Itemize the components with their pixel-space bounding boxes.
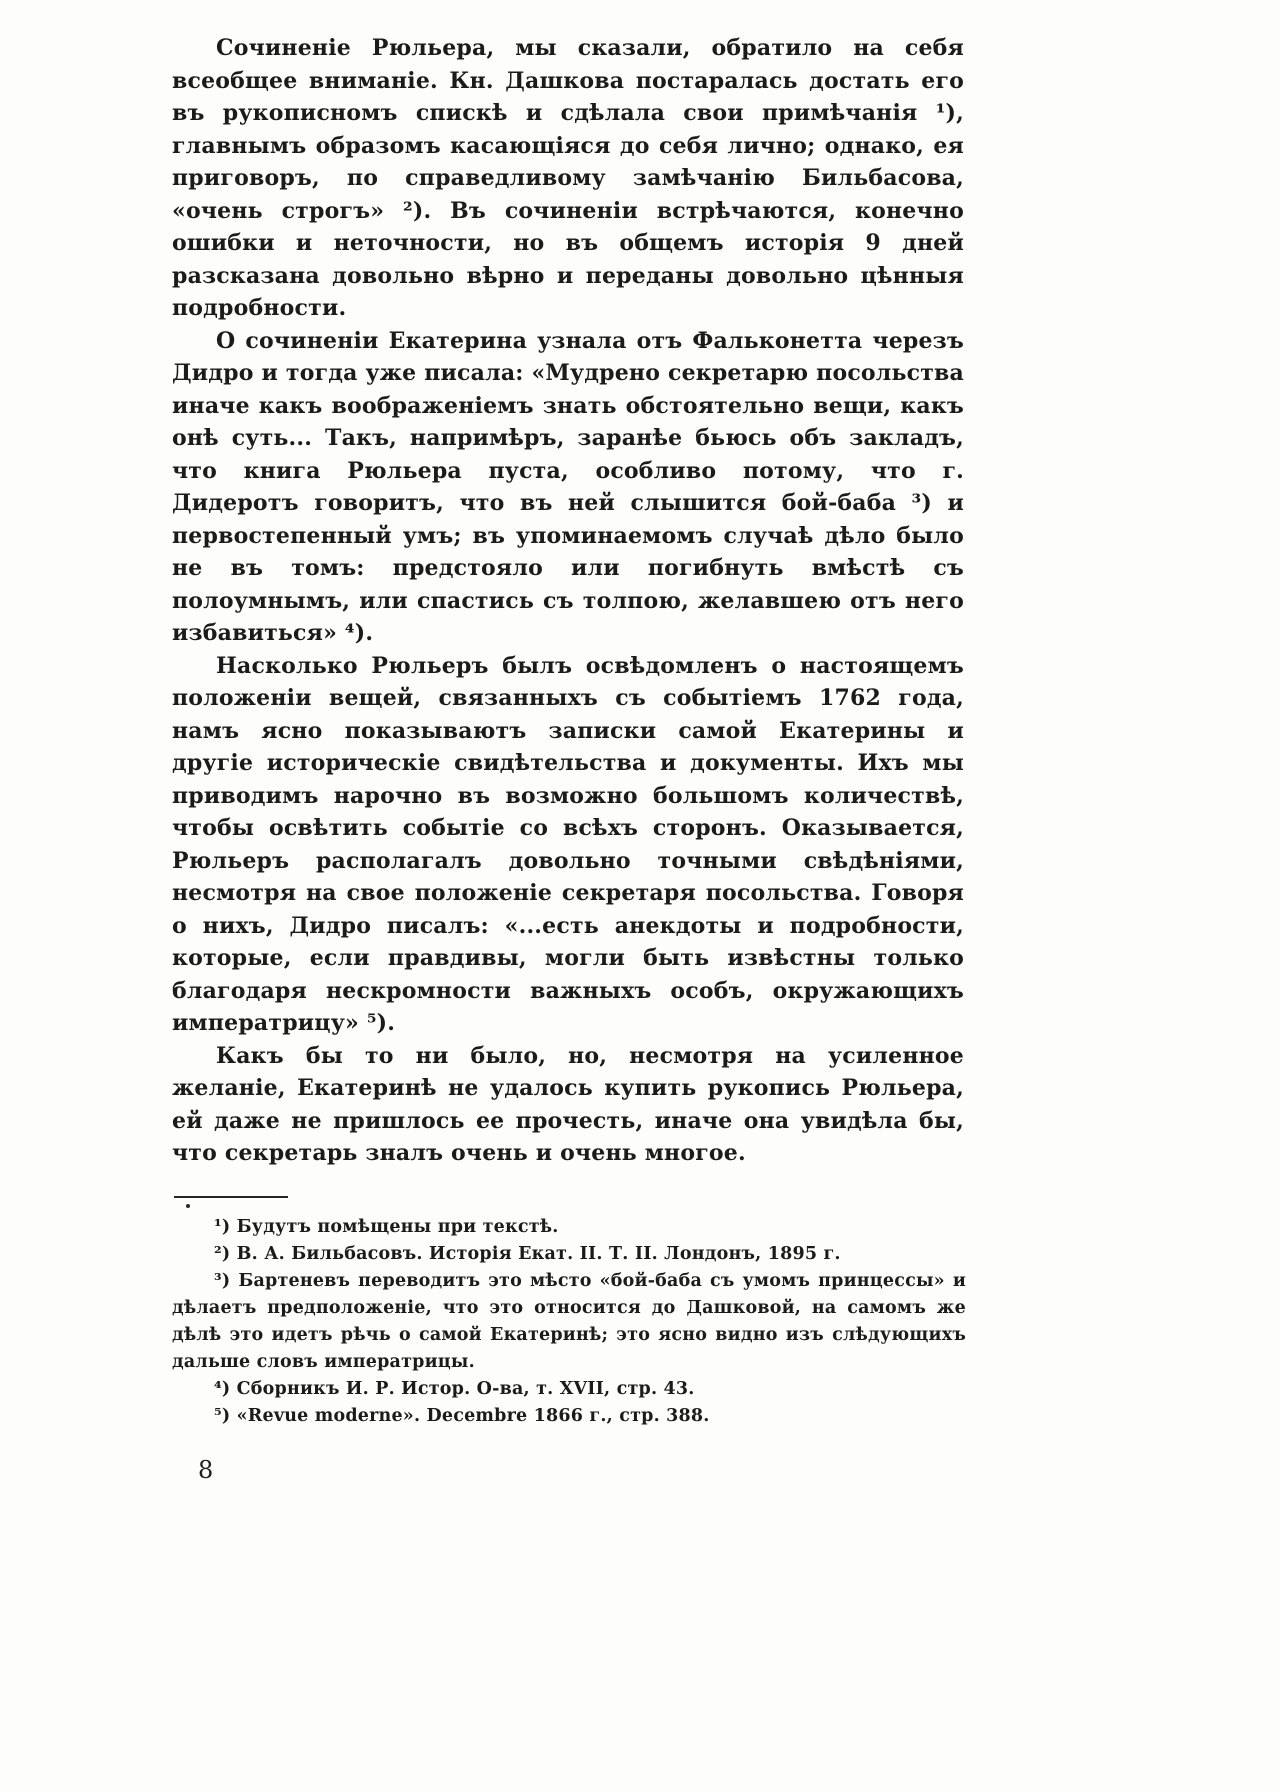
footnote-3: ³) Бартеневъ переводитъ это мѣсто «бой-баба съ умомъ принцессы» и дѣлаетъ предположеніе, что это относится до Дашковой, на самомъ же дѣлѣ это идетъ рѣчь о самой Екатеринѣ; это ясно видно изъ слѣдующихъ дальше словъ императрицы. [172,1270,966,1372]
ink-speck [186,1204,190,1208]
footnote-2: ²) В. А. Бильбасовъ. Исторія Екат. II. Т. II. Лондонъ, 1895 г. [214,1243,841,1264]
paragraph-1: Сочиненіе Рюльера, мы сказали, обратило на себя всеобщее вниманіе. Кн. Дашкова постаралась достать его въ рукописномъ спискѣ и сдѣлала свои примѣчанія ¹), главнымъ образомъ касающіяся до себя лично; однако, ея приговоръ, по справедливому замѣчанію Бильбасова, «очень строгъ» ²). Въ сочиненіи встрѣчаются, конечно ошибки и неточности, но въ общемъ исторія 9 дней разсказана довольно вѣрно и переданы довольно цѣнныя подробности. [172,35,964,321]
footnote-4: ⁴) Сборникъ И. Р. Истор. О-ва, т. XVII, стр. 43. [214,1378,695,1399]
footnotes-block [172,1214,966,1430]
paragraph-3: Насколько Рюльеръ былъ освѣдомленъ о настоящемъ положеніи вещей, связанныхъ съ событіемъ 1762 года, намъ ясно показываютъ записки самой Екатерины и другіе историческіе свидѣтельства и документы. Ихъ мы приводимъ нарочно въ возможно большомъ количествѣ, чтобы освѣтить событіе со всѣхъ сторонъ. Оказывается, Рюльеръ располагалъ довольно точными свѣдѣніями, несмотря на свое положеніе секретаря посольства. Говоря о нихъ, Дидро писалъ: «...есть анекдоты и подробности, которые, если правдивы, могли быть извѣстны только благодаря нескромности важныхъ особъ, окружающихъ императрицу» ⁵). [172,652,964,1036]
footnote-5: ⁵) «Revue moderne». Decembre 1866 г., стр. 388. [214,1405,710,1426]
footnote-1: ¹) Будутъ помѣщены при текстѣ. [214,1216,559,1237]
paragraph-4: Какъ бы то ни было, но, несмотря на усиленное желаніе, Екатеринѣ не удалось купить рукопись Рюльера, ей даже не пришлось ее прочесть, иначе она увидѣла бы, что секретарь зналъ очень и очень многое. [172,1042,964,1166]
main-text-block [172,0,964,1170]
page-number: 8 [198,1455,214,1484]
paragraph-2: О сочиненіи Екатерина узнала отъ Фальконетта черезъ Дидро и тогда уже писала: «Мудрено секретарю посольства иначе какъ воображеніемъ знать обстоятельно вещи, какъ онѣ суть... Такъ, напримѣръ, заранѣе бьюсь объ закладъ, что книга Рюльера пуста, особливо потому, что г. Дидеротъ говоритъ, что въ ней слышится бой-баба ³) и первостепенный умъ; въ упоминаемомъ случаѣ дѣло было не въ томъ: предстояло или погибнуть вмѣстѣ съ полоумнымъ, или спастись съ толпою, желавшею отъ него избавиться» ⁴). [172,327,964,646]
footnote-separator-rule [174,1196,288,1198]
